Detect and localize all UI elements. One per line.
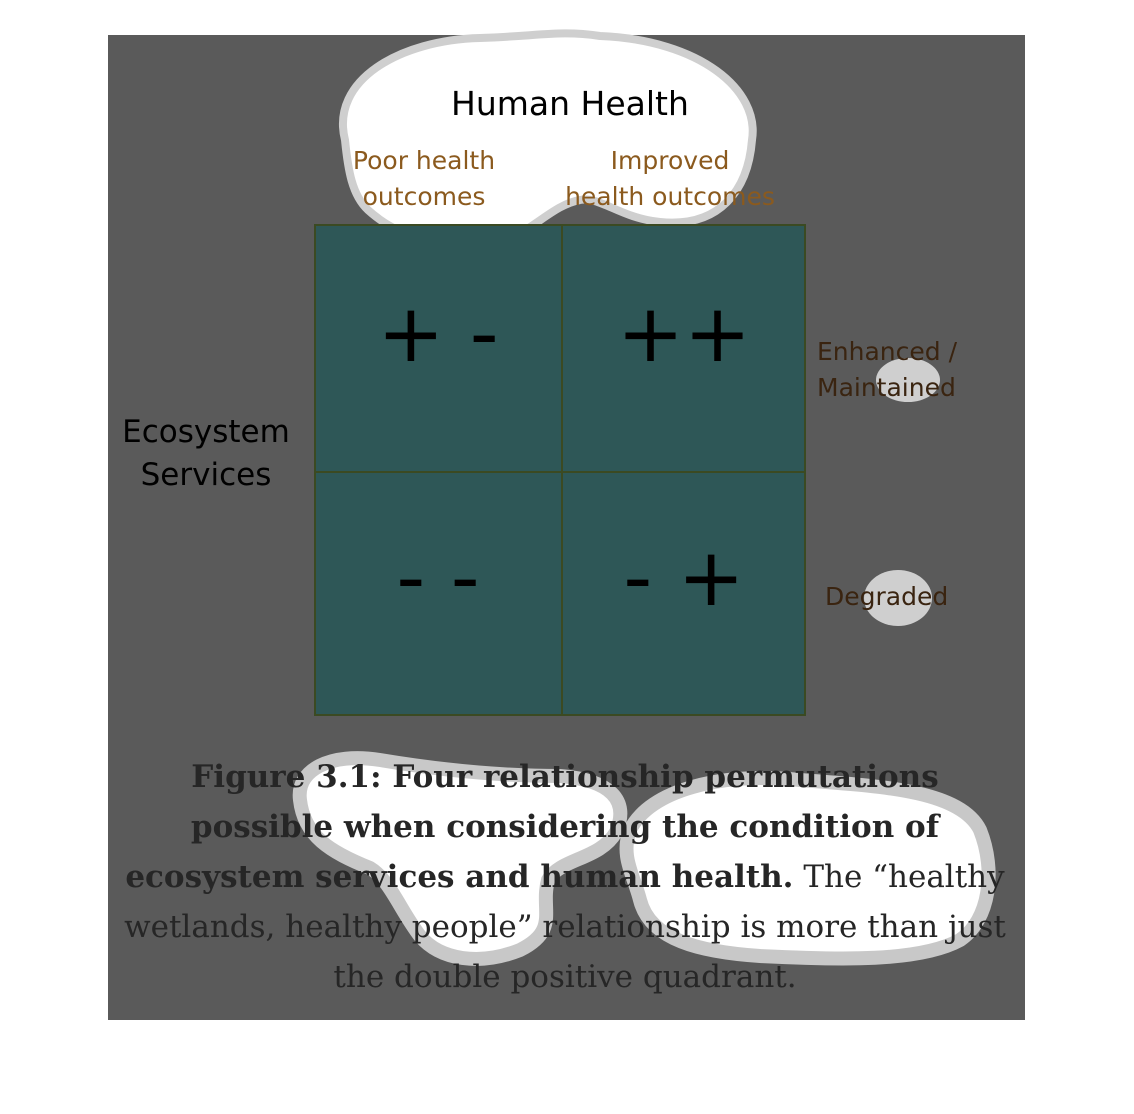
row-label-enhanced-line2: Maintained [817,373,956,402]
column-label-poor-line2: outcomes [362,182,486,211]
diagram-title: Human Health [451,84,689,123]
row-label-enhanced-line1: Enhanced / [817,337,958,366]
row-axis-label-line1: Ecosystem [122,414,290,450]
row-label-degraded-line1: Degraded [825,582,949,611]
quadrant-top-right: ++ [616,287,752,380]
caption-bold: Figure 3.1: Four relationship permutations possible when considering the condition of ecosystem services and human health. [125,759,940,895]
column-label-improved-line1: Improved [610,146,730,175]
column-label-poor [334,143,514,215]
row-axis-label [116,411,296,497]
quadrant-top-left: + - [377,287,499,380]
quadrant-grid [314,224,806,716]
grid-horizontal-divider [316,471,804,473]
row-label-degraded [825,579,948,615]
grid-vertical-divider [561,226,563,714]
column-label-improved-line2: health outcomes [565,182,775,211]
row-label-enhanced [817,334,957,406]
quadrant-bottom-left: - - [396,531,480,624]
row-axis-label-line2: Services [140,457,272,493]
column-label-poor-line1: Poor health [352,146,496,175]
caption-text: The “healthy wetlands, healthy people” relationship is more than just the double positive quadrant. [124,859,1006,995]
column-label-improved [560,143,780,215]
figure-caption [115,752,1015,1002]
quadrant-bottom-right: - + [623,531,745,624]
